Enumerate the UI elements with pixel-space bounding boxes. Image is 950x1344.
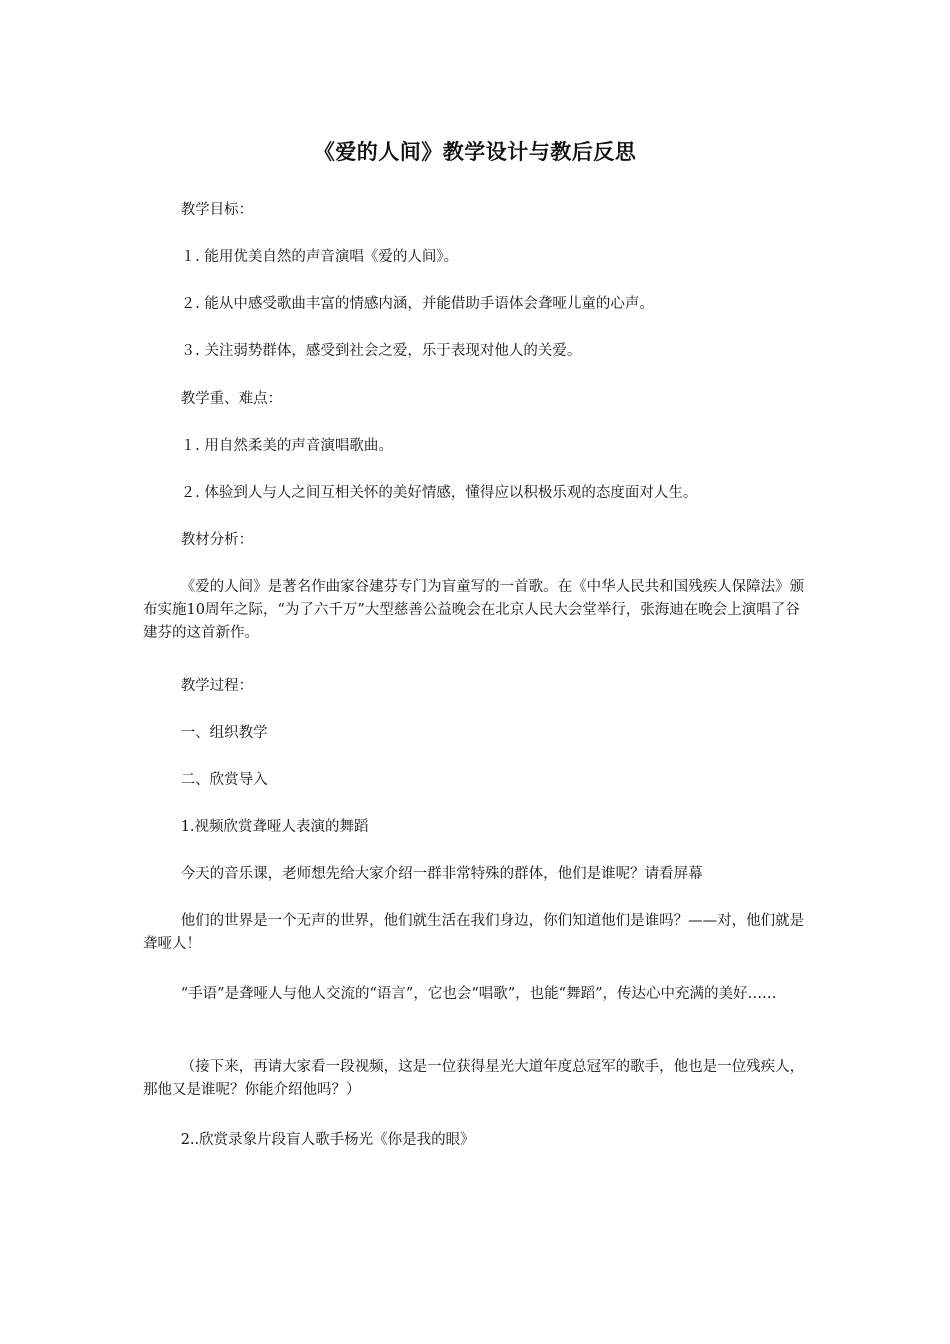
document-title: 《爱的人间》教学设计与教后反思 [313,140,637,164]
section-heading-key-points: 教学重、难点： [180,391,283,407]
objective-item-1: １. 能用优美自然的声音演唱《爱的人间》。 [180,249,459,265]
process-substep-2: 2..欣赏录象片段盲人歌手杨光《你是我的眼》 [180,1132,475,1148]
teacher-script-3: “手语”是聋哑人与他人交流的“语言”，它也会“唱歌”，也能“舞蹈”，传达心中充满的美好…… [180,986,777,1002]
teacher-script-2: 他们的世界是一个无声的世界，他们就生活在我们身边，你们知道他们是谁吗？——对，他们就是聋哑人！ [143,913,805,952]
section-heading-material-analysis: 教材分析： [180,532,254,548]
section-heading-teaching-process: 教学过程： [180,678,254,694]
process-substep-1: 1.视频欣赏聋哑人表演的舞蹈 [180,819,369,835]
section-heading-objectives: 教学目标： [180,202,254,218]
teacher-script-4: （接下来，再请大家看一段视频，这是一位获得星光大道年度总冠军的歌手，他也是一位残疾人，那他又是谁呢？你能介绍他吗？） [143,1059,805,1098]
key-point-item-2: ２. 体验到人与人之间互相关怀的美好情感，懂得应以积极乐观的态度面对人生。 [180,485,698,501]
key-point-item-1: １. 用自然柔美的声音演唱歌曲。 [180,438,393,454]
process-step-1: 一、组织教学 [180,725,268,741]
material-analysis-paragraph: 《爱的人间》是著名作曲家谷建芬专门为盲童写的一首歌。在《中华人民共和国残疾人保障法》颁布实施10周年之际，“为了六千万”大型慈善公益晚会在北京人民大会堂举行，张海迪在晚会上演唱了谷建芬的这首新作。 [143,579,805,641]
teacher-script-1: 今天的音乐课，老师想先给大家介绍一群非常特殊的群体，他们是谁呢？请看屏幕 [180,866,703,882]
process-step-2: 二、欣赏导入 [180,772,268,788]
objective-item-3: ３. 关注弱势群体，感受到社会之爱，乐于表现对他人的关爱。 [180,343,582,359]
objective-item-2: ２. 能从中感受歌曲丰富的情感内涵，并能借助手语体会聋哑儿童的心声。 [180,296,654,312]
